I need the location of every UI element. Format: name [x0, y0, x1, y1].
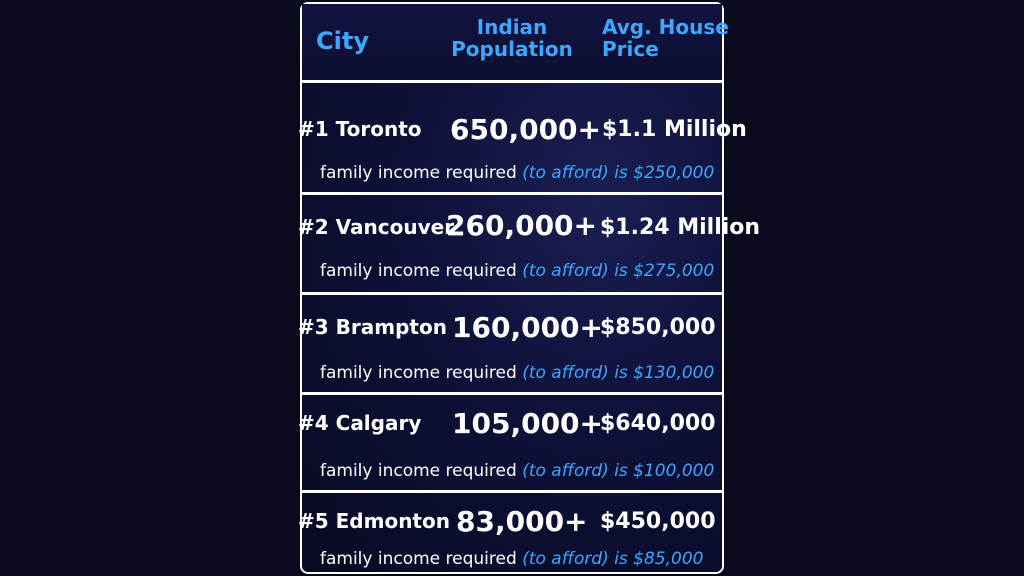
city-name: #1 Toronto: [298, 117, 422, 141]
income-highlight: (to afford) is $85,000: [522, 549, 704, 569]
house-price-value: $1.24 Million: [600, 215, 761, 240]
city-name: #5 Edmonton: [298, 509, 450, 533]
population-value: 260,000+: [446, 209, 597, 242]
income-highlight: (to afford) is $130,000: [522, 363, 715, 383]
table-row: [298, 392, 722, 490]
population-value: 83,000+: [456, 505, 588, 538]
city-table: [298, 2, 761, 574]
house-price-value: $640,000: [600, 411, 716, 436]
header-population: Indian Population: [451, 15, 573, 61]
income-note: [320, 363, 714, 383]
city-name: #4 Calgary: [298, 411, 422, 435]
population-value: 650,000+: [450, 113, 601, 146]
income-prefix: family income required: [320, 363, 517, 383]
income-note: [320, 549, 703, 569]
income-note: [320, 163, 714, 183]
city-name: #3 Brampton: [298, 315, 447, 339]
table-header: [302, 4, 729, 80]
table-row: [298, 490, 722, 576]
city-name: #2 Vancouver: [298, 215, 455, 239]
income-prefix: family income required: [320, 163, 517, 183]
header-price: Avg. House Price: [602, 15, 729, 61]
income-note: [320, 461, 714, 481]
income-note: [320, 261, 714, 281]
population-value: 160,000+: [452, 311, 603, 344]
income-prefix: family income required: [320, 549, 517, 569]
population-value: 105,000+: [452, 407, 603, 440]
house-price-value: $850,000: [600, 315, 716, 340]
table-row: [298, 80, 747, 192]
income-highlight: (to afford) is $275,000: [522, 261, 715, 281]
income-highlight: (to afford) is $250,000: [522, 163, 715, 183]
house-price-value: $450,000: [600, 509, 716, 534]
income-prefix: family income required: [320, 261, 517, 281]
income-highlight: (to afford) is $100,000: [522, 461, 715, 481]
table-row: [298, 192, 761, 292]
house-price-value: $1.1 Million: [602, 117, 747, 142]
header-city: City: [316, 27, 369, 55]
table-row: [298, 292, 722, 392]
income-prefix: family income required: [320, 461, 517, 481]
